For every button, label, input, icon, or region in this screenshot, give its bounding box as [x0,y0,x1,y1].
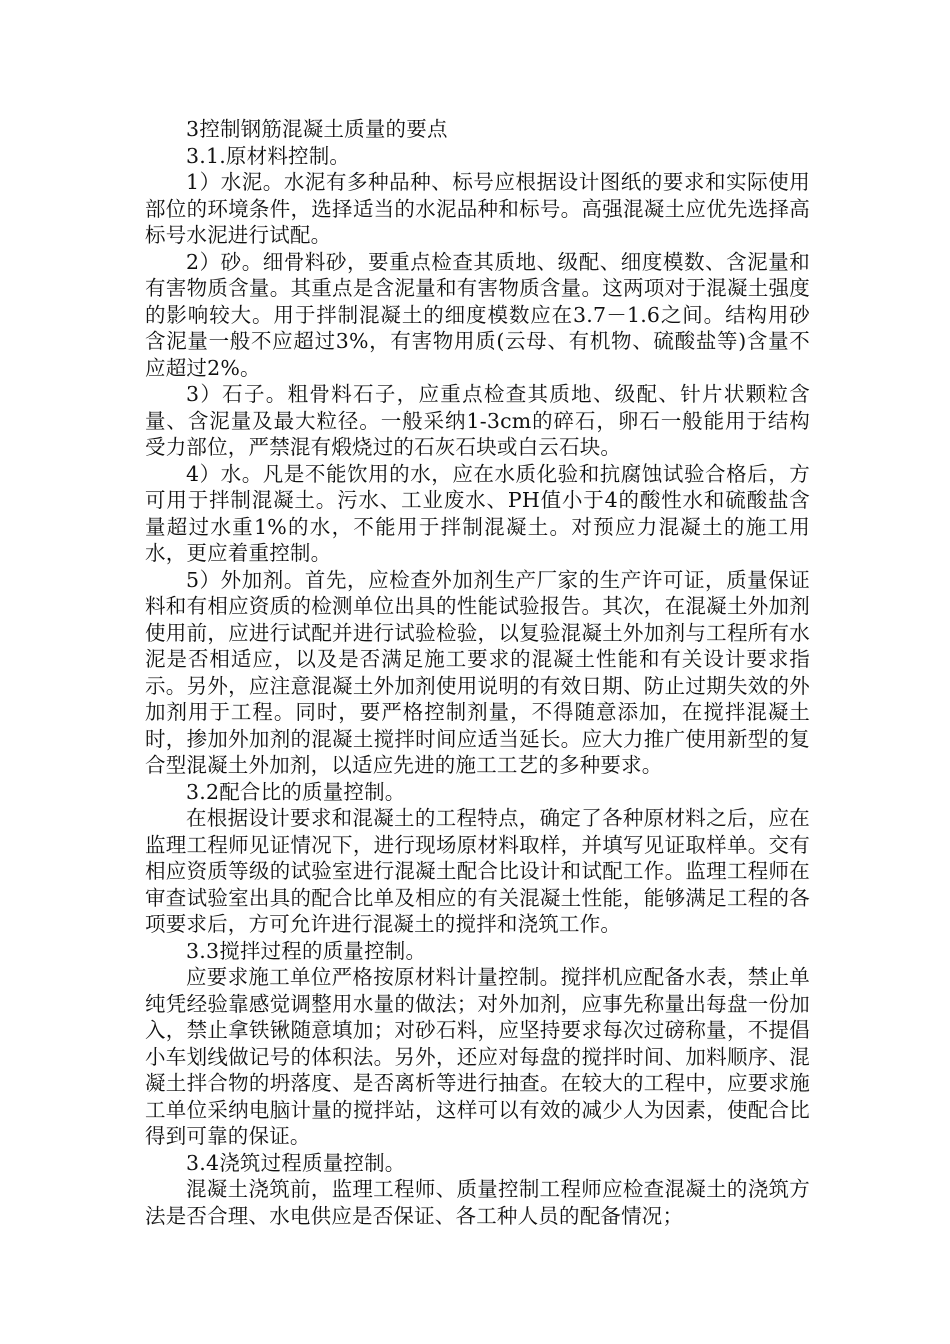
paragraph: 3）石子。粗骨料石子，应重点检查其质地、级配、针片状颗粒含量、含泥量及最大粒径。一般采纳1-3cm的碎石，卵石一般能用于结构受力部位，严禁混有煅烧过的石灰石块或白云石块。 [145,382,810,459]
paragraph: 2）砂。细骨料砂，要重点检查其质地、级配、细度模数、含泥量和有害物质含量。其重点是含泥量和有害物质含量。这两项对于混凝土强度的影响较大。用于拌制混凝土的细度模数应在3.7－1.6之间。结构用砂含泥量一般不应超过3%，有害物用质(云母、有机物、硫酸盐等)含量不应超过2%。 [145,249,810,380]
subsection-heading: 3.4浇筑过程质量控制。 [186,1150,406,1175]
paragraph: 1）水泥。水泥有多种品种、标号应根据设计图纸的要求和实际使用部位的环境条件，选择适当的水泥品种和标号。高强混凝土应优先选择高标号水泥进行试配。 [145,170,810,247]
paragraph: 应要求施工单位严格按原材料计量控制。搅拌机应配备水表，禁止单纯凭经验靠感觉调整用水量的做法；对外加剂，应事先称量出每盘一份加入，禁止拿铁锹随意填加；对砂石料，应坚持要求每次过磅称量，不提倡小车划线做记号的体积法。另外，还应对每盘的搅拌时间、加料顺序、混凝土拌合物的坍落度、是否离析等进行抽查。在较大的工程中，应要求施工单位采纳电脑计量的搅拌站，这样可以有效的减少人为因素，使配合比得到可靠的保证。 [145,965,810,1148]
paragraph: 混凝土浇筑前，监理工程师、质量控制工程师应检查混凝土的浇筑方法是否合理、水电供应是否保证、各工种人员的配备情况； [145,1177,810,1228]
subsection-heading: 3.2配合比的质量控制。 [186,779,406,804]
paragraph: 4）水。凡是不能饮用的水，应在水质化验和抗腐蚀试验合格后，方可用于拌制混凝土。污水、工业废水、PH值小于4的酸性水和硫酸盐含量超过水重1%的水，不能用于拌制混凝土。对预应力混凝土的施工用水，更应着重控制。 [145,461,810,565]
subsection-heading: 3.1.原材料控制。 [186,143,351,168]
subsection-heading: 3.3搅拌过程的质量控制。 [186,938,427,963]
document-page [145,116,810,1229]
section-heading: 3控制钢筋混凝土质量的要点 [186,117,448,141]
paragraph: 5）外加剂。首先，应检查外加剂生产厂家的生产许可证，质量保证料和有相应资质的检测单位出具的性能试验报告。其次，在混凝土外加剂使用前，应进行试配并进行试验检验，以复验混凝土外加剂与工程所有水泥是否相适应，以及是否满足施工要求的混凝土性能和有关设计要求指示。另外，应注意混凝土外加剂使用说明的有效日期、防止过期失效的外加剂用于工程。同时，要严格控制剂量，不得随意添加，在搅拌混凝土时，掺加外加剂的混凝土搅拌时间应适当延长。应大力推广使用新型的复合型混凝土外加剂，以适应先进的施工工艺的多种要求。 [145,567,810,777]
paragraph: 在根据设计要求和混凝土的工程特点，确定了各种原材料之后，应在监理工程师见证情况下，进行现场原材料取样，并填写见证取样单。交有相应资质等级的试验室进行混凝土配合比设计和试配工作。监理工程师在审查试验室出具的配合比单及相应的有关混凝土性能，能够满足工程的各项要求后，方可允许进行混凝土的搅拌和浇筑工作。 [145,806,810,936]
